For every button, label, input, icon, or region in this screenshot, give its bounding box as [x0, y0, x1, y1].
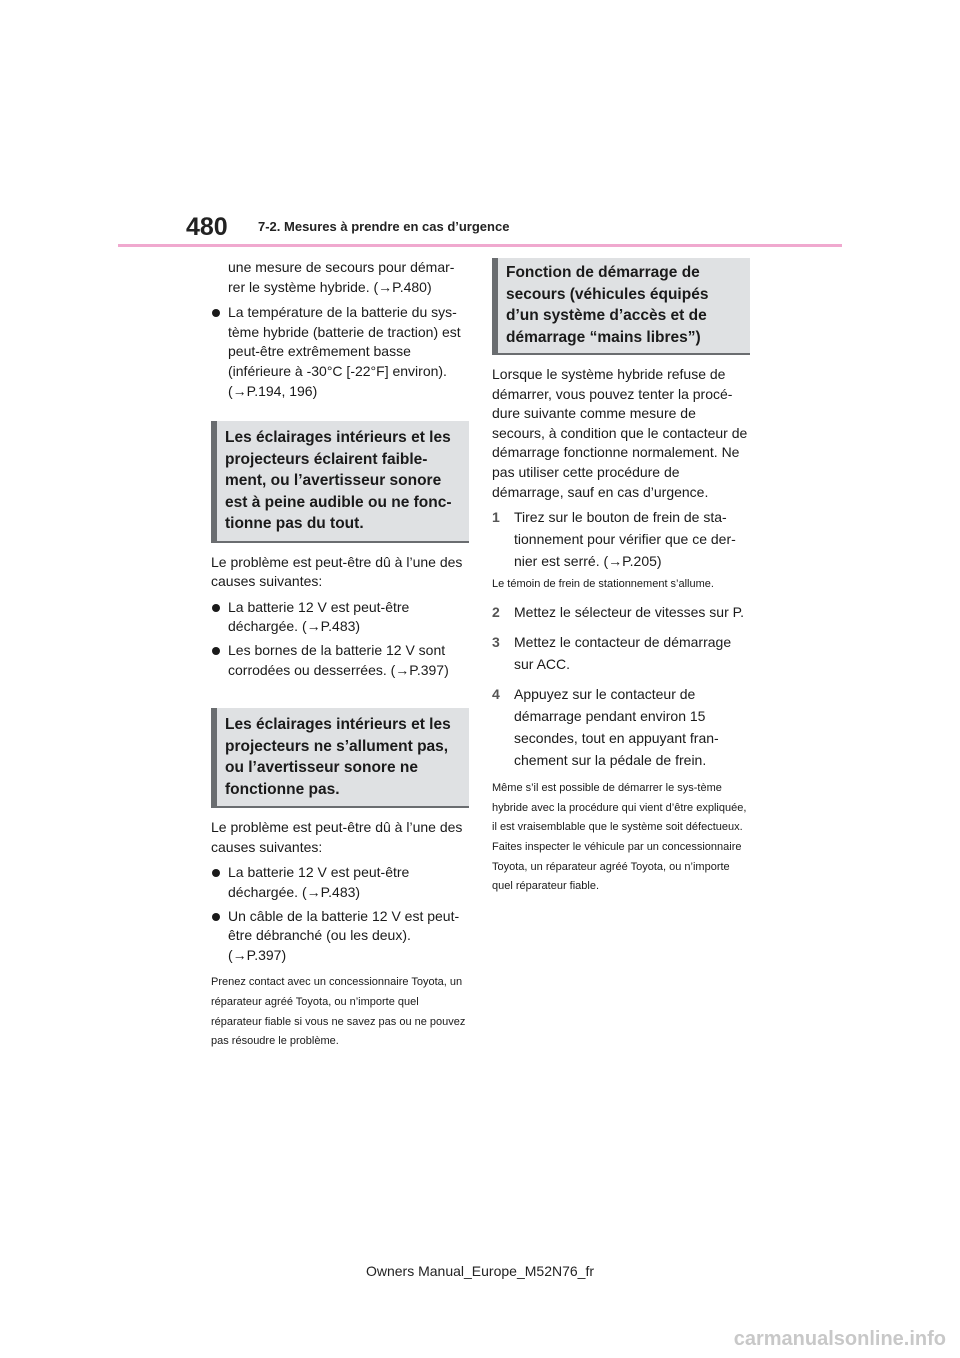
section-heading-emergency-start: Fonction de démarrage de secours (véhicules équipés d’un système d’accès et de démarrage “mains libres”) — [492, 258, 750, 355]
step-item — [492, 506, 750, 572]
page-number: 480 — [186, 213, 228, 241]
step-number: 2 — [492, 604, 500, 621]
step-item — [492, 601, 750, 623]
bullet-item — [211, 863, 469, 902]
step-item — [492, 683, 750, 771]
step-text: Mettez le sélecteur de vitesses sur P. — [514, 604, 745, 621]
bullet-text: Un câble de la batterie 12 V est peut-être débranché (ou les deux). (→P.397) — [228, 907, 460, 963]
bullet-dot-icon — [212, 869, 220, 877]
bullet-dot-icon — [212, 309, 220, 317]
section-title: 7-2. Mesures à prendre en cas d’urgence — [258, 219, 510, 234]
emergency-intro: Lorsque le système hybride refuse de démarrer, vous pouvez tenter la procé-dure suivante comme mesure de secours, à condition que le contacteur de démarrage fonctionne normalement. Ne pas utiliser cette procédure de démarrage, sauf en cas d’urgence. — [492, 366, 748, 500]
intro-continuation: une mesure de secours pour démar-rer le système hybride. (→P.480) — [228, 259, 455, 295]
bullet-item — [211, 641, 469, 680]
bullet-text: Les bornes de la batterie 12 V sont corrodées ou desserrées. (→P.397) — [228, 642, 449, 678]
step-text: Mettez le contacteur de démarrage sur ACC. — [514, 634, 732, 673]
step-number: 3 — [492, 634, 500, 651]
section-heading-no-lights: Les éclairages intérieurs et les projecteurs ne s’allument pas, ou l’avertisseur sonore ne fonctionne pas. — [211, 708, 469, 808]
closing-note: Même s’il est possible de démarrer le sys-tème hybride avec la procédure qui vient d’être expliquée, il est vraisemblable que le système soit défectueux. Faites inspecter le véhicule par un concessionnaire Toyota, un réparateur agréé Toyota, ou n’importe quel réparateur fiable. — [492, 782, 747, 893]
step-item — [492, 631, 750, 675]
header-divider — [118, 244, 842, 247]
bullet-dot-icon — [212, 604, 220, 612]
step-number: 4 — [492, 686, 500, 703]
section-heading-dim-lights: Les éclairages intérieurs et les projecteurs éclairent faible-ment, ou l’avertisseur sonore est à peine audible ou ne fonc-tionne pas du tout. — [211, 421, 469, 543]
bullet-item — [211, 907, 469, 966]
right-column — [492, 258, 750, 897]
bullet-dot-icon — [212, 647, 220, 655]
step-number: 1 — [492, 509, 500, 526]
causes-intro: Le problème est peut-être dû à l’une des causes suivantes: — [211, 553, 463, 590]
bullet-dot-icon — [212, 913, 220, 921]
step-note: Le témoin de frein de stationnement s’allume. — [492, 578, 714, 591]
left-column — [211, 258, 469, 1052]
footer-manual-id: Owners Manual_Europe_M52N76_fr — [365, 1263, 594, 1279]
bullet-text: La batterie 12 V est peut-être déchargée. (→P.483) — [228, 864, 410, 900]
contact-note: Prenez contact avec un concessionnaire Toyota, un réparateur agréé Toyota, ou n’importe quel réparateur fiable si vous ne savez pas ou ne pouvez pas résoudre le problème. — [211, 976, 466, 1048]
bullet-text: La batterie 12 V est peut-être déchargée. (→P.483) — [228, 598, 410, 635]
bullet-text: La température de la batterie du sys-tème hybride (batterie de traction) est peut-être extrêmement basse (inférieure à -30°C [-22°F] environ). (→P.194, 196) — [228, 304, 461, 399]
bullet-item — [211, 303, 469, 401]
watermark: carmanualsonline.info — [733, 1328, 946, 1350]
step-text: Tirez sur le bouton de frein de sta-tionnement pour vérifier que ce der-nier est serré. (→P.205) — [514, 509, 736, 570]
bullet-item — [211, 598, 469, 637]
step-text: Appuyez sur le contacteur de démarrage pendant environ 15 secondes, tout en appuyant fran-chement sur la pédale de frein. — [514, 686, 719, 769]
causes-intro: Le problème est peut-être dû à l’une des causes suivantes: — [211, 819, 463, 855]
